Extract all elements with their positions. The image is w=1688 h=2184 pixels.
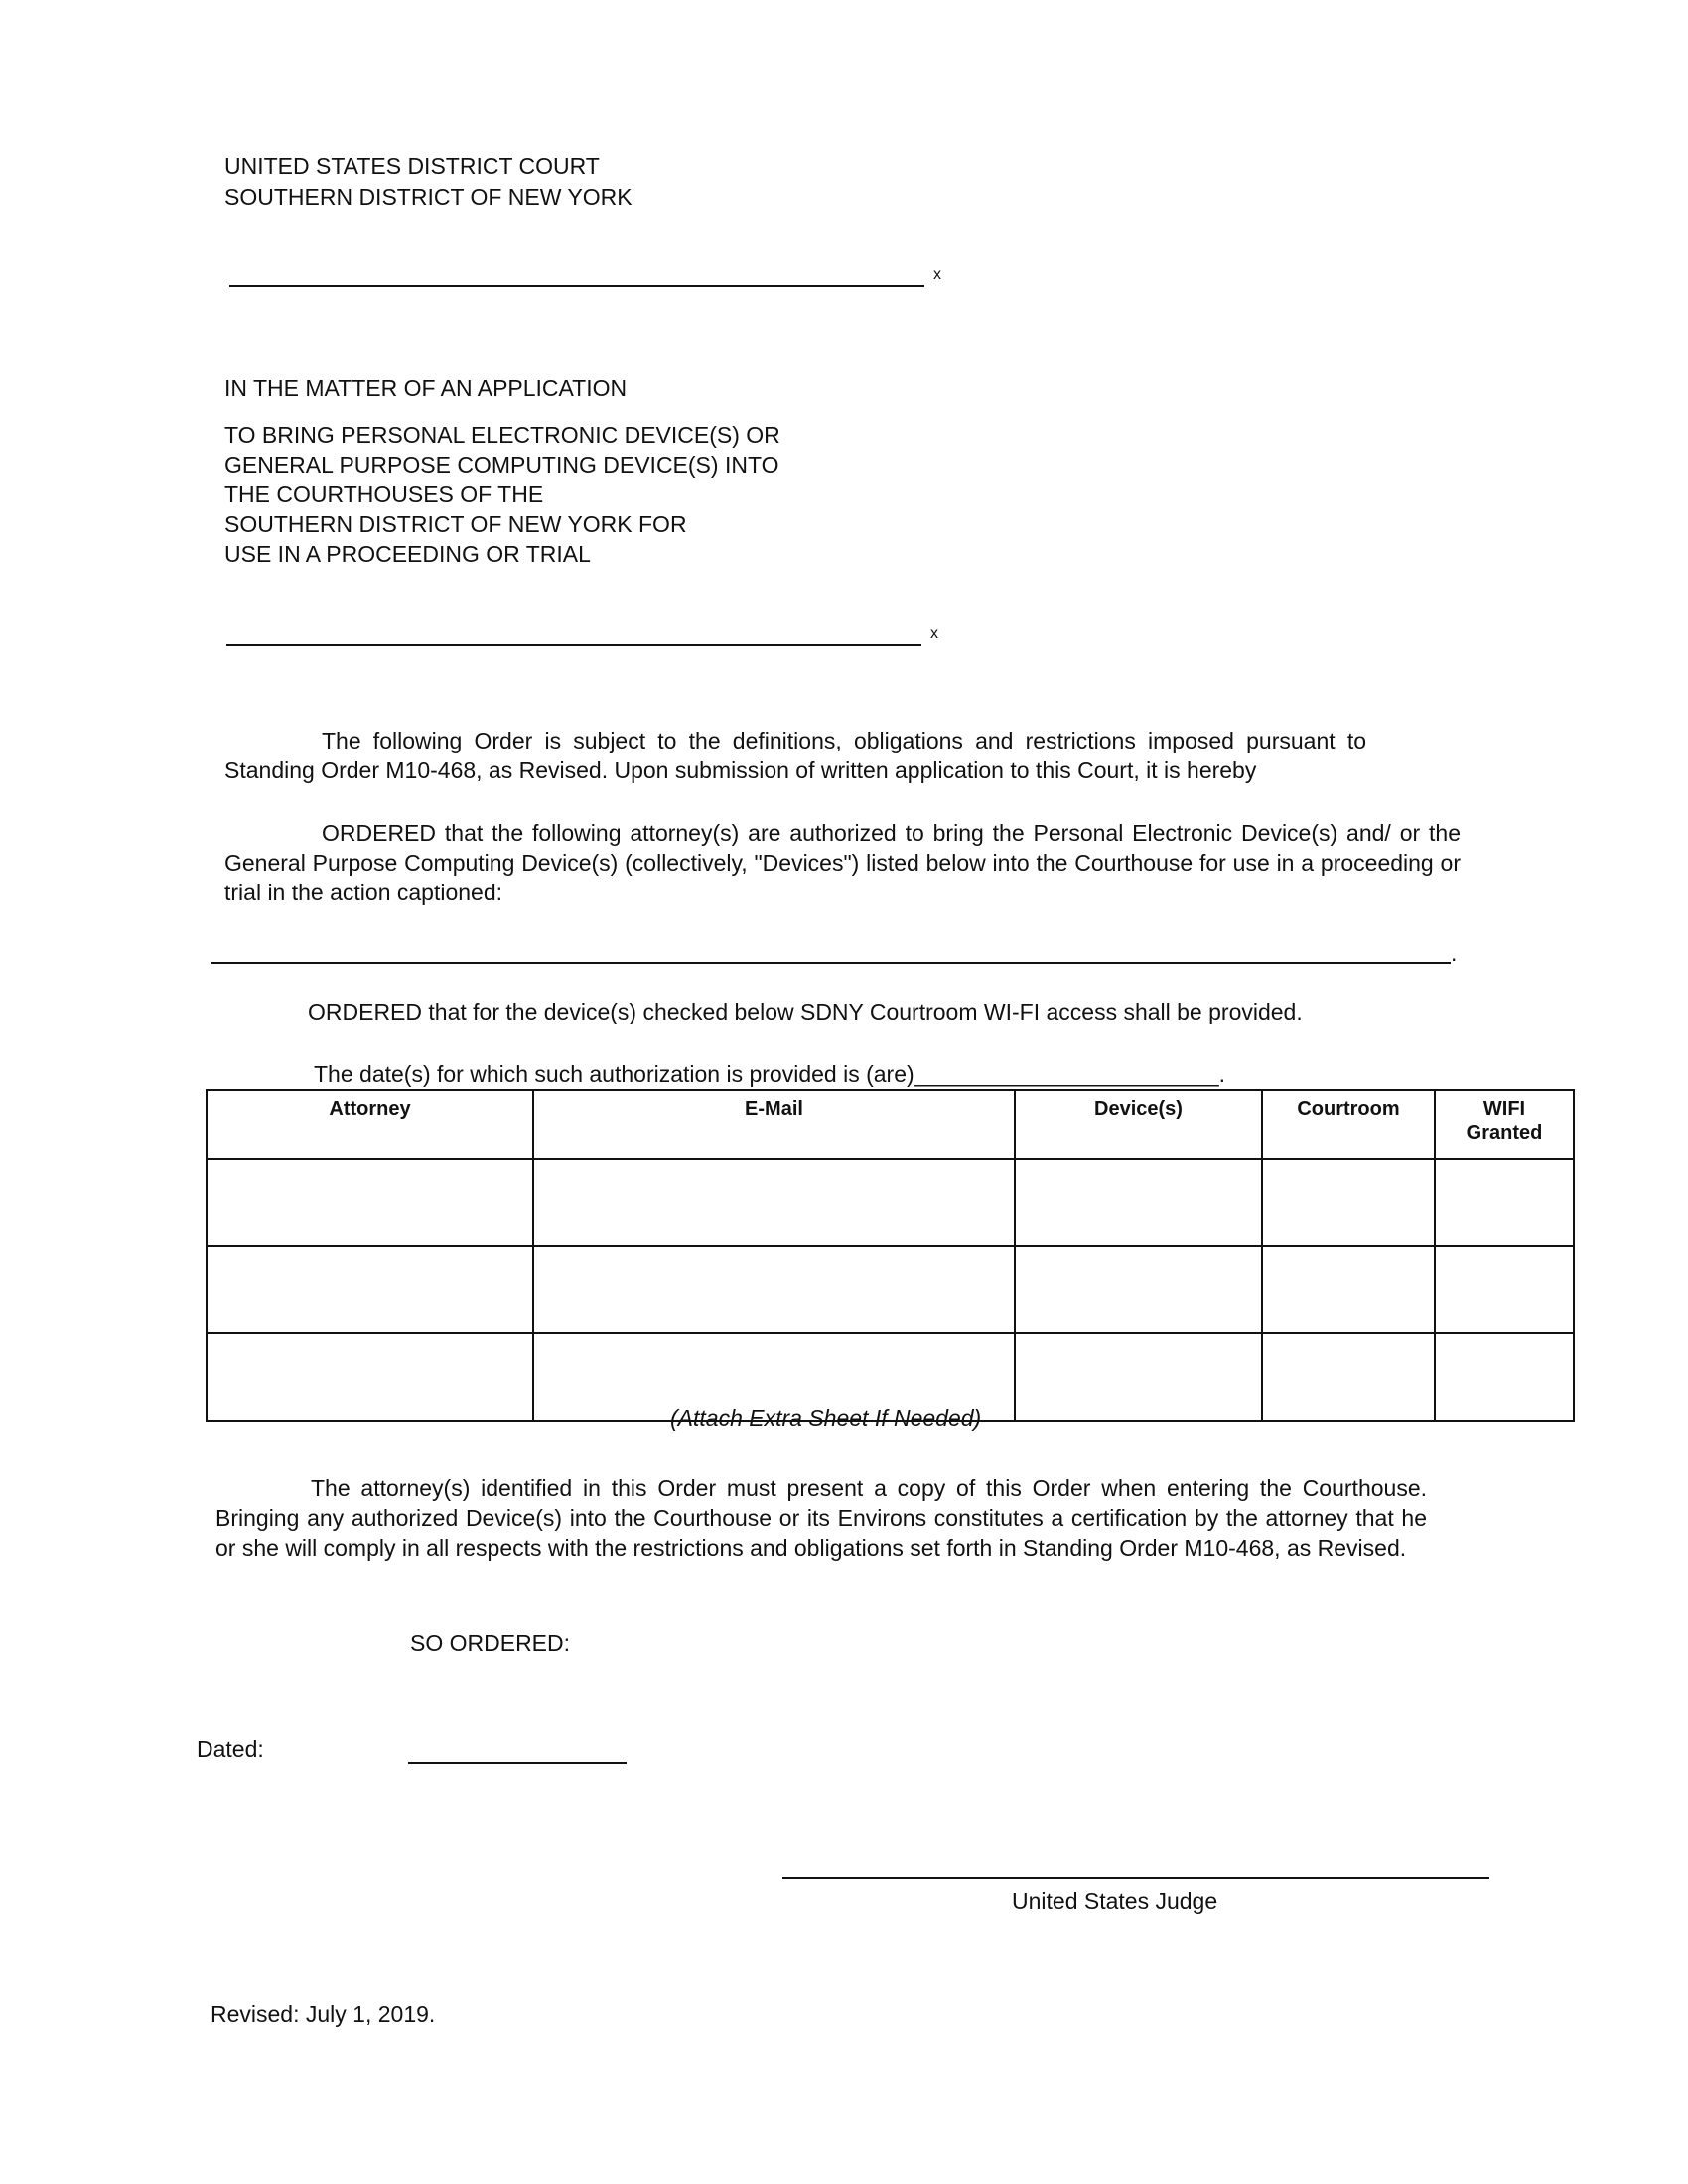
cell-devices[interactable]: [1015, 1159, 1262, 1246]
table-row: [207, 1159, 1574, 1246]
cell-courtroom[interactable]: [1262, 1246, 1435, 1333]
dated-signature-line[interactable]: [408, 1762, 627, 1764]
action-captioned-line[interactable]: [211, 962, 1451, 964]
cell-attorney[interactable]: [207, 1333, 533, 1421]
caption-title-line: GENERAL PURPOSE COMPUTING DEVICE(S) INTO: [224, 452, 779, 478]
judge-signature-line[interactable]: [782, 1877, 1489, 1879]
caption-x-top: x: [933, 266, 941, 283]
cell-wifi-granted[interactable]: [1435, 1159, 1574, 1246]
cell-courtroom[interactable]: [1262, 1159, 1435, 1246]
cell-wifi-granted[interactable]: [1435, 1246, 1574, 1333]
caption-title: [224, 420, 780, 569]
cell-email[interactable]: [533, 1159, 1015, 1246]
cell-devices[interactable]: [1015, 1333, 1262, 1421]
cell-devices[interactable]: [1015, 1246, 1262, 1333]
cell-attorney[interactable]: [207, 1159, 533, 1246]
table-header-row: [207, 1090, 1574, 1159]
header-attorney: Attorney: [207, 1090, 533, 1159]
ordered-authorization-paragraph: [224, 818, 1461, 907]
matter-line: IN THE MATTER OF AN APPLICATION: [224, 375, 628, 401]
action-line-period: .: [1451, 940, 1458, 966]
cell-email[interactable]: [533, 1246, 1015, 1333]
caption-rule-bottom: [226, 644, 921, 646]
ordered-authorization-text: ORDERED that the following attorney(s) are authorized to bring the Personal Electronic Device(s) and/ or the General Purpose Computing Device(s) (collectively, "Devices") listed below into the Courthouse for use in a proceeding or trial in the action captioned:: [224, 820, 1461, 905]
cell-courtroom[interactable]: [1262, 1333, 1435, 1421]
header-wifi-granted: [1435, 1090, 1574, 1159]
caption-title-line: THE COURTHOUSES OF THE: [224, 481, 544, 507]
caption-title-line: USE IN A PROCEEDING OR TRIAL: [224, 541, 591, 567]
devices-table: [206, 1089, 1575, 1422]
header-devices: Device(s): [1015, 1090, 1262, 1159]
order-intro-paragraph: [224, 726, 1366, 785]
court-name-line2: SOUTHERN DISTRICT OF NEW YORK: [224, 184, 633, 209]
caption-rule-top: [229, 285, 924, 287]
revised-date: Revised: July 1, 2019.: [211, 2001, 436, 2027]
caption-title-line: SOUTHERN DISTRICT OF NEW YORK FOR: [224, 511, 687, 537]
certification-paragraph: [215, 1473, 1427, 1563]
header-wifi-line2: Granted: [1466, 1122, 1543, 1144]
caption-x-bottom: x: [930, 625, 938, 642]
cell-wifi-granted[interactable]: [1435, 1333, 1574, 1421]
so-ordered-label: SO ORDERED:: [410, 1630, 571, 1656]
court-name-line1: UNITED STATES DISTRICT COURT: [224, 153, 600, 179]
header-wifi-line1: WIFI: [1482, 1098, 1526, 1120]
dated-label: Dated:: [197, 1736, 264, 1762]
judge-label: United States Judge: [1012, 1888, 1218, 1914]
header-courtroom: Courtroom: [1262, 1090, 1435, 1159]
wifi-order-text: ORDERED that for the device(s) checked below SDNY Courtroom WI-FI access shall be provided.: [308, 999, 1303, 1024]
header-email: E-Mail: [533, 1090, 1015, 1159]
attach-extra-sheet-note: (Attach Extra Sheet If Needed): [670, 1405, 982, 1431]
cell-attorney[interactable]: [207, 1246, 533, 1333]
authorization-date-line[interactable]: The date(s) for which such authorization is provided is (are)________________________.: [314, 1061, 1226, 1087]
order-intro-text: The following Order is subject to the definitions, obligations and restrictions imposed pursuant to Standing Order M10-468, as Revised. Upon submission of written application to this Court, it is hereby: [224, 728, 1366, 783]
caption-title-line: TO BRING PERSONAL ELECTRONIC DEVICE(S) OR: [224, 422, 780, 448]
table-row: [207, 1246, 1574, 1333]
certification-text: The attorney(s) identified in this Order must present a copy of this Order when entering the Courthouse. Bringing any authorized Device(s) into the Courthouse or its Environs constitutes a certification by the attorney that he or she will comply in all respects with the restrictions and obligations set forth in Standing Order M10-468, as Revised.: [215, 1475, 1427, 1561]
